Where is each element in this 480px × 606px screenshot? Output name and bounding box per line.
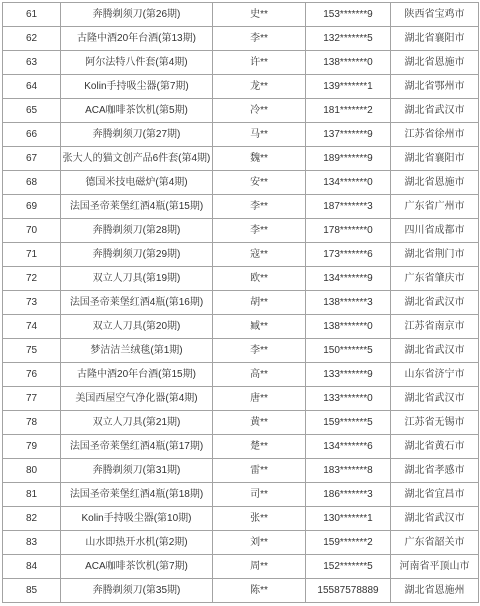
table-row [3, 339, 479, 363]
cell-winner-name: 李** [213, 219, 306, 243]
cell-region: 江苏省无锡市 [391, 411, 479, 435]
table-row [3, 195, 479, 219]
cell-region: 湖北省荆门市 [391, 243, 479, 267]
cell-phone: 133*******9 [306, 363, 391, 387]
table-row [3, 531, 479, 555]
cell-region: 四川省成都市 [391, 219, 479, 243]
cell-winner-name: 雷** [213, 459, 306, 483]
cell-winner-name: 司** [213, 483, 306, 507]
cell-prize: 双立人刀具(第20期) [61, 315, 213, 339]
cell-winner-name: 张** [213, 507, 306, 531]
cell-number: 74 [3, 315, 61, 339]
cell-phone: 139*******1 [306, 75, 391, 99]
table-row [3, 363, 479, 387]
winners-table-body [3, 3, 479, 603]
table-row [3, 579, 479, 603]
table-row [3, 315, 479, 339]
cell-prize: 法国圣帝莱堡红酒4瓶(第15期) [61, 195, 213, 219]
cell-region: 山东省济宁市 [391, 363, 479, 387]
table-row [3, 555, 479, 579]
cell-region: 湖北省宜昌市 [391, 483, 479, 507]
cell-prize: ACA咖啡茶饮机(第7期) [61, 555, 213, 579]
cell-number: 85 [3, 579, 61, 603]
cell-phone: 173*******6 [306, 243, 391, 267]
cell-winner-name: 寇** [213, 243, 306, 267]
cell-prize: ACA咖啡茶饮机(第5期) [61, 99, 213, 123]
cell-number: 75 [3, 339, 61, 363]
cell-prize: 古隆中酒20年台酒(第13期) [61, 27, 213, 51]
cell-phone: 134*******0 [306, 171, 391, 195]
table-row [3, 51, 479, 75]
cell-winner-name: 李** [213, 195, 306, 219]
cell-number: 79 [3, 435, 61, 459]
cell-prize: 美国西屋空气净化器(第4期) [61, 387, 213, 411]
cell-region: 湖北省武汉市 [391, 387, 479, 411]
table-row [3, 435, 479, 459]
cell-number: 73 [3, 291, 61, 315]
cell-region: 江苏省徐州市 [391, 123, 479, 147]
cell-phone: 187*******3 [306, 195, 391, 219]
table-row [3, 27, 479, 51]
cell-phone: 134*******9 [306, 267, 391, 291]
cell-number: 66 [3, 123, 61, 147]
cell-region: 湖北省恩施州 [391, 579, 479, 603]
cell-winner-name: 欧** [213, 267, 306, 291]
cell-region: 湖北省恩施市 [391, 171, 479, 195]
cell-prize: Kolin手持吸尘器(第10期) [61, 507, 213, 531]
winners-table [2, 2, 479, 603]
cell-winner-name: 魏** [213, 147, 306, 171]
cell-phone: 181*******2 [306, 99, 391, 123]
cell-prize: 奔腾剃须刀(第29期) [61, 243, 213, 267]
cell-winner-name: 唐** [213, 387, 306, 411]
cell-number: 77 [3, 387, 61, 411]
table-row [3, 267, 479, 291]
table-row [3, 387, 479, 411]
cell-phone: 133*******0 [306, 387, 391, 411]
cell-phone: 132*******5 [306, 27, 391, 51]
cell-winner-name: 李** [213, 27, 306, 51]
cell-prize: 奔腾剃须刀(第31期) [61, 459, 213, 483]
cell-winner-name: 马** [213, 123, 306, 147]
table-row [3, 291, 479, 315]
cell-number: 68 [3, 171, 61, 195]
table-row [3, 483, 479, 507]
cell-winner-name: 陈** [213, 579, 306, 603]
table-row [3, 411, 479, 435]
cell-prize: 法国圣帝莱堡红酒4瓶(第16期) [61, 291, 213, 315]
table-row [3, 507, 479, 531]
table-row [3, 243, 479, 267]
table-row [3, 171, 479, 195]
cell-number: 84 [3, 555, 61, 579]
cell-phone: 15587578889 [306, 579, 391, 603]
cell-region: 湖北省黄石市 [391, 435, 479, 459]
table-row [3, 3, 479, 27]
cell-phone: 159*******5 [306, 411, 391, 435]
cell-winner-name: 刘** [213, 531, 306, 555]
cell-number: 71 [3, 243, 61, 267]
cell-prize: 奔腾剃须刀(第27期) [61, 123, 213, 147]
cell-winner-name: 龙** [213, 75, 306, 99]
cell-prize: 法国圣帝莱堡红酒4瓶(第17期) [61, 435, 213, 459]
cell-phone: 159*******2 [306, 531, 391, 555]
cell-winner-name: 胡** [213, 291, 306, 315]
cell-phone: 183*******8 [306, 459, 391, 483]
cell-number: 72 [3, 267, 61, 291]
cell-number: 69 [3, 195, 61, 219]
cell-phone: 178*******0 [306, 219, 391, 243]
cell-region: 广东省肇庆市 [391, 267, 479, 291]
cell-winner-name: 安** [213, 171, 306, 195]
cell-prize: 奔腾剃须刀(第26期) [61, 3, 213, 27]
cell-region: 湖北省武汉市 [391, 507, 479, 531]
cell-prize: 阿尔法特八件套(第4期) [61, 51, 213, 75]
cell-prize: 法国圣帝莱堡红酒4瓶(第18期) [61, 483, 213, 507]
cell-prize: 奔腾剃须刀(第28期) [61, 219, 213, 243]
cell-phone: 138*******0 [306, 315, 391, 339]
table-row [3, 459, 479, 483]
cell-prize: 奔腾剃须刀(第35期) [61, 579, 213, 603]
cell-number: 78 [3, 411, 61, 435]
cell-region: 湖北省襄阳市 [391, 147, 479, 171]
cell-region: 湖北省鄂州市 [391, 75, 479, 99]
cell-prize: 德国米技电磁炉(第4期) [61, 171, 213, 195]
cell-phone: 153*******9 [306, 3, 391, 27]
cell-number: 82 [3, 507, 61, 531]
cell-winner-name: 李** [213, 339, 306, 363]
cell-winner-name: 黄** [213, 411, 306, 435]
cell-number: 70 [3, 219, 61, 243]
cell-number: 76 [3, 363, 61, 387]
cell-phone: 138*******0 [306, 51, 391, 75]
cell-region: 湖北省武汉市 [391, 99, 479, 123]
cell-number: 65 [3, 99, 61, 123]
cell-winner-name: 周** [213, 555, 306, 579]
cell-number: 61 [3, 3, 61, 27]
cell-prize: 梦洁洁兰绒毯(第1期) [61, 339, 213, 363]
cell-phone: 189*******9 [306, 147, 391, 171]
cell-region: 湖北省武汉市 [391, 291, 479, 315]
cell-winner-name: 臧** [213, 315, 306, 339]
table-row [3, 123, 479, 147]
cell-prize: 山水即热开水机(第2期) [61, 531, 213, 555]
table-row [3, 147, 479, 171]
cell-number: 63 [3, 51, 61, 75]
cell-number: 62 [3, 27, 61, 51]
cell-region: 湖北省恩施市 [391, 51, 479, 75]
cell-number: 67 [3, 147, 61, 171]
cell-winner-name: 史** [213, 3, 306, 27]
cell-prize: 张大人的猫文创产品6件套(第4期) [61, 147, 213, 171]
cell-phone: 134*******6 [306, 435, 391, 459]
cell-number: 83 [3, 531, 61, 555]
cell-number: 64 [3, 75, 61, 99]
cell-region: 河南省平顶山市 [391, 555, 479, 579]
cell-number: 81 [3, 483, 61, 507]
cell-region: 陕西省宝鸡市 [391, 3, 479, 27]
cell-region: 广东省韶关市 [391, 531, 479, 555]
table-row [3, 219, 479, 243]
cell-phone: 130*******1 [306, 507, 391, 531]
cell-region: 江苏省南京市 [391, 315, 479, 339]
cell-phone: 137*******9 [306, 123, 391, 147]
cell-region: 广东省广州市 [391, 195, 479, 219]
cell-winner-name: 冷** [213, 99, 306, 123]
cell-region: 湖北省孝感市 [391, 459, 479, 483]
cell-region: 湖北省武汉市 [391, 339, 479, 363]
cell-prize: Kolin手持吸尘器(第7期) [61, 75, 213, 99]
cell-prize: 双立人刀具(第21期) [61, 411, 213, 435]
winners-table-container [2, 2, 478, 603]
cell-prize: 双立人刀具(第19期) [61, 267, 213, 291]
cell-prize: 古隆中酒20年台酒(第15期) [61, 363, 213, 387]
cell-phone: 152*******5 [306, 555, 391, 579]
cell-winner-name: 楚** [213, 435, 306, 459]
table-row [3, 99, 479, 123]
cell-winner-name: 高** [213, 363, 306, 387]
cell-region: 湖北省襄阳市 [391, 27, 479, 51]
cell-phone: 186*******3 [306, 483, 391, 507]
cell-winner-name: 许** [213, 51, 306, 75]
cell-phone: 150*******5 [306, 339, 391, 363]
table-row [3, 75, 479, 99]
cell-number: 80 [3, 459, 61, 483]
cell-phone: 138*******3 [306, 291, 391, 315]
